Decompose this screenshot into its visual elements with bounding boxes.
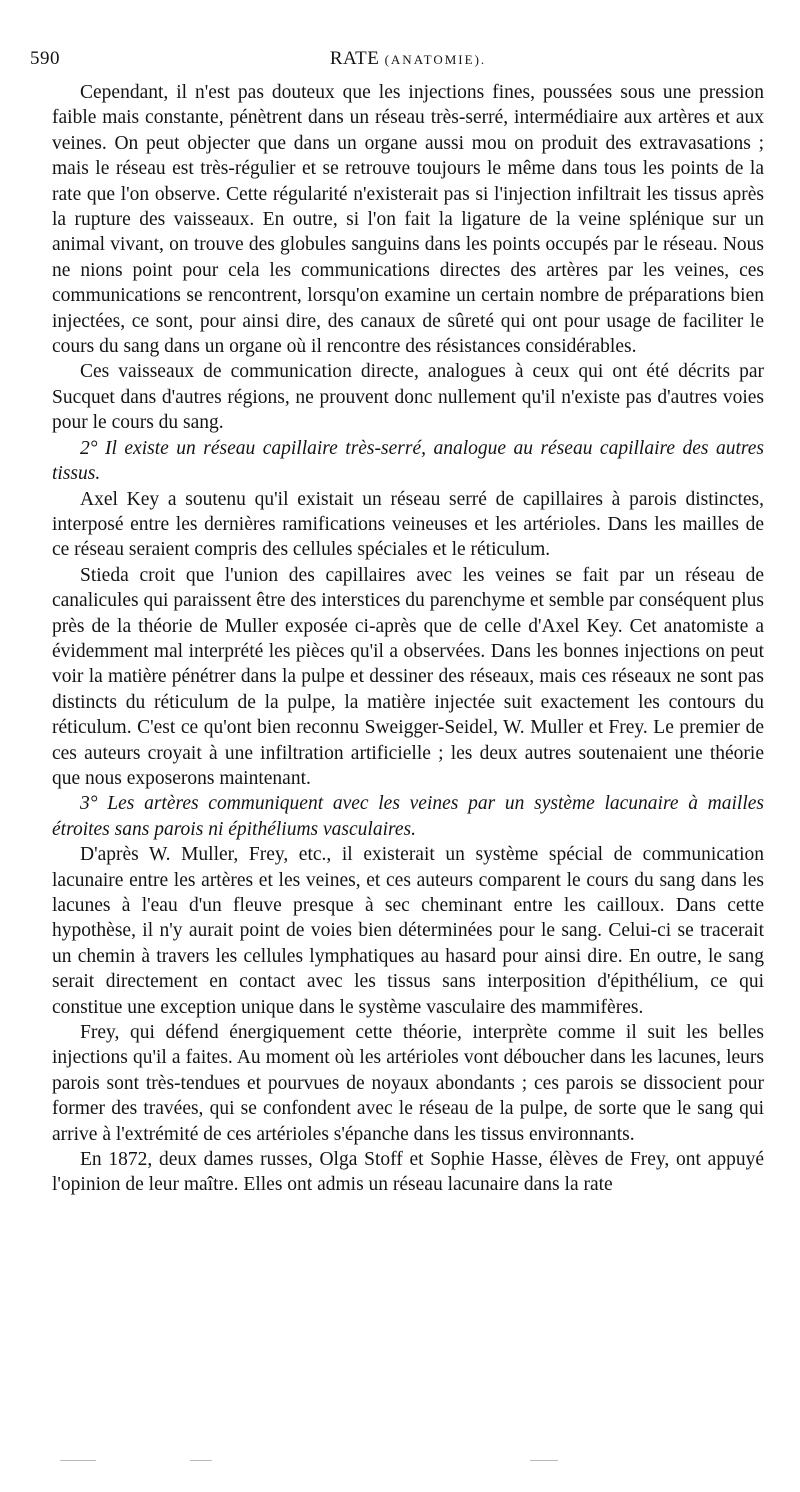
scan-mark: [530, 1460, 558, 1461]
page-number: 590: [30, 48, 60, 69]
scan-mark: [190, 1460, 212, 1461]
page-header: [30, 48, 764, 80]
scan-artifact-marks: [60, 1460, 760, 1462]
section-heading-3: 3° Les artères communiquent avec les veines par un système lacunaire à mailles étroites sans parois ni épithéliums vasculaires.: [52, 793, 764, 840]
scan-mark: [60, 1460, 96, 1461]
paragraph-4: Stieda croit que l'union des capillaires avec les veines se fait par un réseau de canalicules qui paraissent être des interstices du parenchyme et semble par conséquent plus près de la théorie de Muller exposée ci-après que de celle d'Axel Key. Cet anatomiste a évidemment mal interprété les pièces qu'il a observées. Dans les bonnes injections on peut voir la matière pénétrer dans la pulpe et dessiner des réseaux, mais ces réseaux ne sont pas distincts du réticulum de la pulpe, la matière injectée suit exactement les contours du réticulum. C'est ce qu'ont bien reconnu Sweigger-Seidel, W. Muller et Frey. Le premier de ces auteurs croyait à une infiltration artificielle ; les deux autres soutenaient une théorie que nous exposerons maintenant.: [52, 564, 764, 789]
paragraph-7: En 1872, deux dames russes, Olga Stoff et Sophie Hasse, élèves de Frey, ont appuyé l'opinion de leur maître. Elles ont admis un réseau lacunaire dans la rate: [52, 1149, 764, 1196]
running-head-subtitle: (ANATOMIE).: [384, 52, 487, 67]
paragraph-5: D'après W. Muller, Frey, etc., il existerait un système spécial de communication lacunaire entre les artères et les veines, et ces auteurs comparent le cours du sang dans les lacunes à l'eau d'un fleuve presque à sec cheminant entre les cailloux. Dans cette hypothèse, il n'y aurait point de voies bien déterminées pour le sang. Celui-ci se tracerait un chemin à travers les cellules lymphatiques au hasard pour ainsi dire. En outre, le sang serait directement en contact avec les tissus sans interposition d'épithélium, ce qui constitue une exception unique dans le système vasculaire des mammifères.: [52, 844, 764, 1018]
section-heading-2: 2° Il existe un réseau capillaire très-serré, analogue au réseau capillaire des autres tissus.: [52, 437, 764, 485]
running-head: [52, 48, 764, 70]
document-page: [30, 48, 764, 1198]
paragraph-1: Cependant, il n'est pas douteux que les injections fines, poussées sous une pression faible mais constante, pénètrent dans un réseau très-serré, intermédiaire aux artères et aux veines. On peut objecter que dans un organe aussi mou on produit des extravasations ; mais le réseau est très-régulier et se retrouve toujours le même dans tous les points de la rate que l'on observe. Cette régularité n'existerait pas si l'injection infiltrait les tissus après la rupture des vaisseaux. En outre, si l'on fait la ligature de la veine splénique sur un animal vivant, on trouve des globules sanguins dans les points occupés par le réseau. Nous ne nions point pour cela les communications directes des artères par les veines, ces communications se rencontrent, lorsqu'on examine un certain nombre de préparations bien injectées, ce sont, pour ainsi dire, des canaux de sûreté qui ont pour usage de faciliter le cours du sang dans un organe où il rencontre des résistances considérables.: [52, 82, 764, 358]
paragraph-2: Ces vaisseaux de communication directe, analogues à ceux qui ont été décrits par Sucquet dans d'autres régions, ne prouvent donc nullement qu'il n'existe pas d'autres voies pour le cours du sang.: [52, 361, 764, 434]
running-head-title: RATE: [329, 48, 380, 69]
body-text: [52, 80, 764, 1198]
paragraph-3: Axel Key a soutenu qu'il existait un réseau serré de capillaires à parois distinctes, interposé entre les dernières ramifications veineuses et les artérioles. Dans les mailles de ce réseau seraient compris des cellules spéciales et le réticulum.: [52, 488, 764, 561]
paragraph-6: Frey, qui défend énergiquement cette théorie, interprète comme il suit les belles injections qu'il a faites. Au moment où les artérioles vont déboucher dans les lacunes, leurs parois sont très-tendues et pourvues de noyaux abondants ; ces parois se dissocient pour former des travées, qui se confondent avec le réseau de la pulpe, de sorte que le sang qui arrive à l'extrémité de ces artérioles s'épanche dans les tissus environnants.: [52, 1022, 764, 1145]
